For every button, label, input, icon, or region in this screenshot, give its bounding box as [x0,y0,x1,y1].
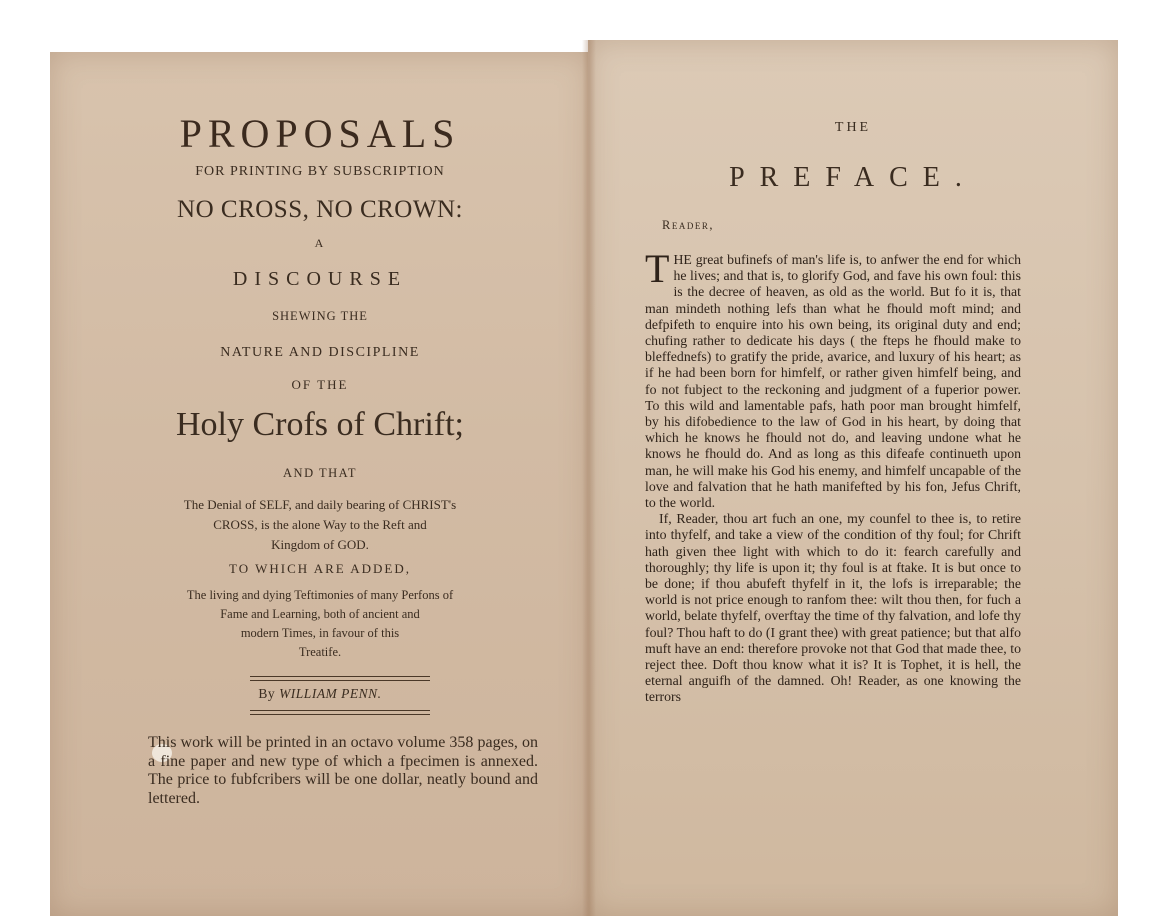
discourse-heading: DISCOURSE [232,268,408,290]
subscription-subtitle: FOR PRINTING BY SUBSCRIPTION [195,164,445,179]
and-that-line: AND THAT [283,466,357,480]
of-the-line: OF THE [291,377,349,392]
rule-bottom-thin [250,710,430,711]
drop-cap: T [645,246,670,291]
rule-top-thin [250,680,430,681]
preface-paragraph-2: If, Reader, thou art fuch an one, my counfel to thee is, to retire into thyfelf, and take a view of the condition of thy foul; for Chrift hath given thee light with which to do it: fearch carefully and thoroughly; thy life is upon it; thy foul is at ftake. It is but once to be done; if thou abufeft thyfelf in it, the lofs is irreparable; the world is not price enough to ranfom thee: wilt thou then, for fuch a world, belate thyfelf, overftay the time of thy falvation, and lofe thy foul? Thou haft to do (I grant thee) with great patience; but that alfo muft have an end: therefore provoke not that God that made thee, to reject thee. Doft thou know what it is? It is Tophet, it is hell, the eternal anguifh of the damned. Oh! Reader, as one knowing the terrors [645,511,1021,705]
subscription-notice: This work will be printed in an octavo volume 358 pages, on a fine paper and new type of which a fpecimen is annexed. The price to fubfcribers will be one dollar, neatly bound and lettered. [148,734,538,807]
author-line: By WILLIAM PENN. [258,686,382,701]
shewing-line: SHEWING THE [272,309,368,323]
holy-cross-title: Holy Crofs of Chrift; [175,406,465,443]
nature-line: NATURE AND DISCIPLINE [220,345,420,360]
article-a: A [314,236,326,250]
testimonies-text: The living and dying Teftimonies of many Perfons of Fame and Learning, both of ancient and modern Times, in favour of this Treatife. [186,588,454,659]
preface-heading: PREFACE. [729,162,977,193]
to-which-added: TO WHICH ARE ADDED, [229,561,411,576]
the-heading: THE [834,120,872,135]
proposals-title: PROPOSALS [179,111,461,156]
author-name: WILLIAM PENN. [279,686,382,701]
denial-text: The Denial of SELF, and daily bearing of CHRIST's CROSS, is the alone Way to the Reft and Kingdom of GOD. [183,497,457,552]
rule-top [250,676,430,677]
book-title: NO CROSS, NO CROWN: [177,196,463,223]
preface-paragraph-1: THE great bufinefs of man's life is, to anfwer the end for which he lives; and that is, to glorify God, and fave his own foul: this is the decree of heaven, as old as the world. But fo it is, that man mindeth nothing lefs than what he fhould moft mind; and defpifeth to enquire into his own being, its original duty and end; chufing rather to dedicate his days ( the fteps he fhould make to bleffednefs) to gratify the pride, avarice, and luxury of his heart; as if he had been born for himfelf, or rather given himfelf being, and fo not fubject to the reckoning and judgment of a fuperior power. To this wild and lamentable pafs, hath poor man brought himfelf, by his difobedience to the law of God in his heart, by doing that which he knows he fhould not do, and leaving undone what he knows he fhould do. And as long as this difeafe continueth upon man, he will make his God his enemy, and himfelf uncapable of the love and falvation that he hath manifefted by his fon, Jefus Chrift, to the world. [645,246,1021,511]
preface-body [645,246,1021,706]
rule-bottom [250,714,430,715]
reader-salutation: Reader, [662,218,714,232]
